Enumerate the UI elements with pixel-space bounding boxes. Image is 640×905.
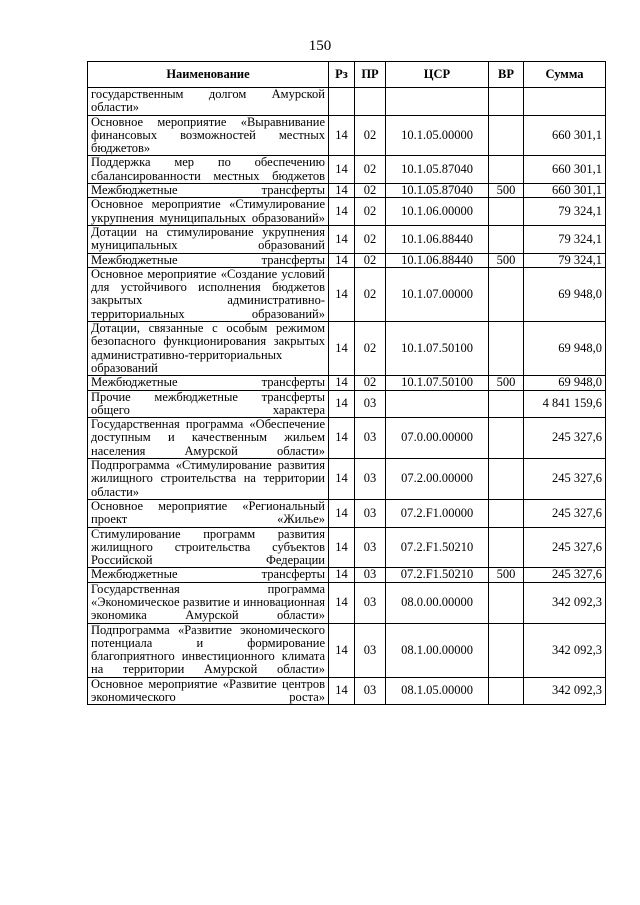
cell-sum: 342 092,3 [524,677,606,705]
cell-vr [489,582,524,623]
table-row [88,253,606,267]
cell-sum: 660 301,1 [524,156,606,184]
cell-pr: 03 [355,499,386,527]
cell-rz: 14 [329,253,355,267]
cell-name: государственным долгом Амурской области» [88,88,329,116]
cell-pr: 02 [355,225,386,253]
cell-csr: 08.0.00.00000 [386,582,489,623]
cell-rz: 14 [329,390,355,418]
cell-rz: 14 [329,184,355,198]
cell-pr: 03 [355,390,386,418]
cell-rz: 14 [329,459,355,500]
cell-vr [489,322,524,376]
cell-name: Прочие межбюджетные трансферты общего характера [88,390,329,418]
cell-sum: 79 324,1 [524,253,606,267]
table-row [88,184,606,198]
cell-csr: 08.1.05.00000 [386,677,489,705]
cell-pr: 03 [355,459,386,500]
cell-pr: 02 [355,115,386,156]
table-row [88,418,606,459]
cell-sum: 4 841 159,6 [524,390,606,418]
cell-csr: 08.1.00.00000 [386,623,489,677]
table-row [88,677,606,705]
cell-name: Основное мероприятие «Выравнивание финансовых возможностей местных бюджетов» [88,115,329,156]
cell-name: Государственная программа «Обеспечение доступным и качественным жильем населения Амурской области» [88,418,329,459]
cell-name: Основное мероприятие «Создание условий для устойчивого исполнения бюджетов закрытых административно-территориальных образований» [88,267,329,321]
cell-rz: 14 [329,225,355,253]
cell-csr: 10.1.06.00000 [386,198,489,226]
cell-name: Поддержка мер по обеспечению сбалансированности местных бюджетов [88,156,329,184]
cell-pr: 02 [355,253,386,267]
cell-vr [489,115,524,156]
cell-vr [489,88,524,116]
cell-vr [489,623,524,677]
cell-csr: 10.1.07.00000 [386,267,489,321]
cell-sum: 79 324,1 [524,225,606,253]
table-row [88,88,606,116]
cell-vr [489,198,524,226]
cell-rz: 14 [329,582,355,623]
cell-csr: 10.1.06.88440 [386,225,489,253]
cell-csr: 10.1.06.88440 [386,253,489,267]
cell-vr [489,527,524,568]
table-row [88,267,606,321]
cell-pr: 03 [355,418,386,459]
cell-sum: 245 327,6 [524,418,606,459]
cell-name: Межбюджетные трансферты [88,376,329,390]
table-row [88,527,606,568]
cell-pr: 03 [355,582,386,623]
table-row [88,376,606,390]
header-csr: ЦСР [386,62,489,88]
cell-pr: 02 [355,376,386,390]
cell-csr: 10.1.07.50100 [386,376,489,390]
page-number: 150 [308,38,332,54]
cell-name: Дотации, связанные с особым режимом безопасного функционирования закрытых административно-территориальных образований [88,322,329,376]
table-row [88,459,606,500]
cell-pr: 02 [355,156,386,184]
cell-sum: 342 092,3 [524,623,606,677]
cell-rz: 14 [329,623,355,677]
budget-table [87,61,606,705]
cell-name: Государственная программа «Экономическое развитие и инновационная экономика Амурской области» [88,582,329,623]
cell-name: Подпрограмма «Развитие экономического потенциала и формирование благоприятного инвестиционного климата на территории Амурской области» [88,623,329,677]
table-row [88,499,606,527]
cell-rz: 14 [329,418,355,459]
table-body [88,88,606,705]
cell-rz: 14 [329,322,355,376]
cell-sum: 79 324,1 [524,198,606,226]
cell-sum: 660 301,1 [524,115,606,156]
table-row [88,568,606,582]
cell-sum: 245 327,6 [524,527,606,568]
cell-pr: 02 [355,267,386,321]
cell-pr: 02 [355,322,386,376]
cell-sum: 69 948,0 [524,267,606,321]
cell-name: Основное мероприятие «Региональный проект «Жилье» [88,499,329,527]
cell-vr [489,267,524,321]
cell-name: Стимулирование программ развития жилищного строительства субъектов Российской Федерации [88,527,329,568]
cell-vr: 500 [489,376,524,390]
cell-vr: 500 [489,253,524,267]
header-pr: ПР [355,62,386,88]
cell-rz: 14 [329,156,355,184]
cell-pr [355,88,386,116]
cell-sum: 245 327,6 [524,459,606,500]
cell-csr [386,390,489,418]
cell-sum: 245 327,6 [524,568,606,582]
cell-rz: 14 [329,115,355,156]
cell-pr: 03 [355,568,386,582]
header-sum: Сумма [524,62,606,88]
cell-csr: 10.1.05.00000 [386,115,489,156]
cell-vr: 500 [489,184,524,198]
cell-csr: 07.2.F1.50210 [386,527,489,568]
cell-sum [524,88,606,116]
cell-vr [489,499,524,527]
cell-rz: 14 [329,527,355,568]
cell-sum: 660 301,1 [524,184,606,198]
cell-vr [489,390,524,418]
table-header-row [88,62,606,88]
table-row [88,582,606,623]
cell-csr: 10.1.05.87040 [386,156,489,184]
cell-rz: 14 [329,568,355,582]
table-row [88,225,606,253]
cell-name: Межбюджетные трансферты [88,184,329,198]
cell-csr [386,88,489,116]
cell-csr: 10.1.07.50100 [386,322,489,376]
cell-rz [329,88,355,116]
cell-pr: 02 [355,198,386,226]
cell-name: Основное мероприятие «Развитие центров экономического роста» [88,677,329,705]
cell-sum: 69 948,0 [524,322,606,376]
cell-pr: 03 [355,677,386,705]
cell-name: Межбюджетные трансферты [88,253,329,267]
header-rz: Рз [329,62,355,88]
table-row [88,322,606,376]
table-row [88,156,606,184]
table-row [88,390,606,418]
cell-rz: 14 [329,198,355,226]
table-row [88,623,606,677]
header-name: Наименование [88,62,329,88]
cell-rz: 14 [329,499,355,527]
header-vr: ВР [489,62,524,88]
cell-rz: 14 [329,267,355,321]
cell-vr [489,225,524,253]
cell-rz: 14 [329,677,355,705]
cell-sum: 342 092,3 [524,582,606,623]
cell-sum: 245 327,6 [524,499,606,527]
cell-name: Основное мероприятие «Стимулирование укрупнения муниципальных образований» [88,198,329,226]
cell-name: Подпрограмма «Стимулирование развития жилищного строительства на территории области» [88,459,329,500]
cell-name: Межбюджетные трансферты [88,568,329,582]
table-row [88,198,606,226]
cell-vr [489,677,524,705]
cell-csr: 07.0.00.00000 [386,418,489,459]
cell-pr: 03 [355,527,386,568]
cell-vr [489,459,524,500]
cell-sum: 69 948,0 [524,376,606,390]
cell-name: Дотации на стимулирование укрупнения муниципальных образований [88,225,329,253]
cell-csr: 07.2.00.00000 [386,459,489,500]
cell-vr: 500 [489,568,524,582]
cell-csr: 07.2.F1.50210 [386,568,489,582]
cell-vr [489,418,524,459]
cell-csr: 10.1.05.87040 [386,184,489,198]
cell-vr [489,156,524,184]
cell-csr: 07.2.F1.00000 [386,499,489,527]
table-row [88,115,606,156]
cell-pr: 02 [355,184,386,198]
cell-pr: 03 [355,623,386,677]
cell-rz: 14 [329,376,355,390]
